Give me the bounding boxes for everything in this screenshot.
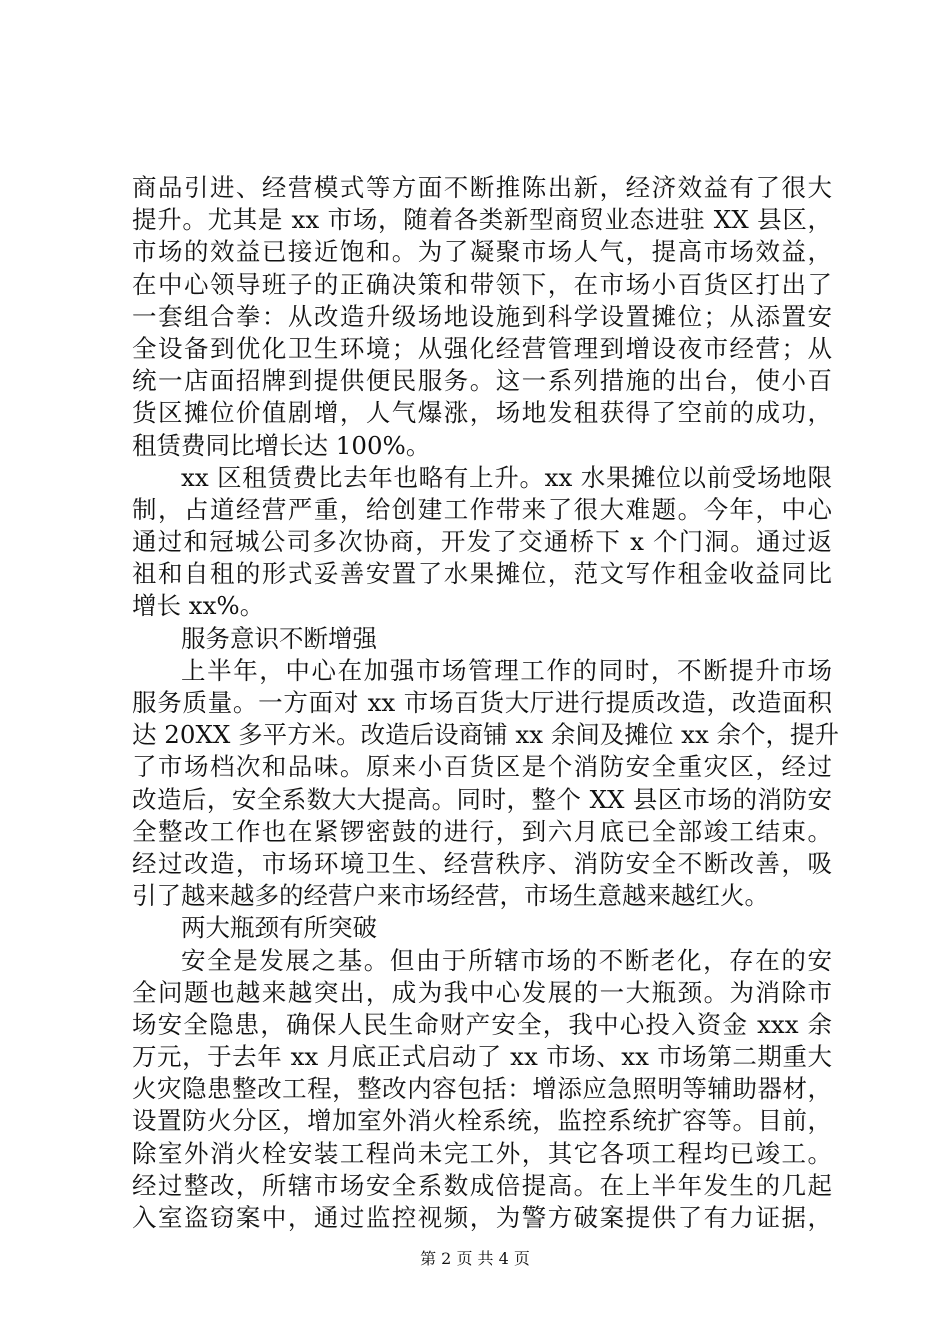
text-line: 在中心领导班子的正确决策和带领下，在市场小百货区打出了 bbox=[132, 269, 832, 299]
text-line: 除室外消火栓安装工程尚未完工外，其它各项工程均已竣工。 bbox=[132, 1138, 832, 1168]
text-line: 经过改造，市场环境卫生、经营秩序、消防安全不断改善，吸 bbox=[132, 848, 832, 878]
text-line: 市场的效益已接近饱和。为了凝聚市场人气，提高市场效益， bbox=[132, 237, 832, 267]
text-line: 通过和冠城公司多次协商，开发了交通桥下 x 个门洞。通过返 bbox=[132, 527, 832, 557]
text-line: 火灾隐患整改工程，整改内容包括：增添应急照明等辅助器材， bbox=[132, 1074, 832, 1104]
paragraph bbox=[132, 945, 832, 1235]
text-line: 货区摊位价值剧增，人气爆涨，场地发租获得了空前的成功， bbox=[132, 398, 832, 428]
text-line: 两大瓶颈有所突破 bbox=[181, 913, 377, 943]
text-line: 设置防火分区，增加室外消火栓系统，监控系统扩容等。目前， bbox=[132, 1106, 832, 1136]
text-line: 服务质量。一方面对 xx 市场百货大厅进行提质改造，改造面积 bbox=[132, 688, 832, 717]
text-line: 制，占道经营严重，给创建工作带来了很大难题。今年，中心 bbox=[132, 494, 832, 524]
text-line: 祖和自租的形式妥善安置了水果摊位，范文写作租金收益同比 bbox=[132, 559, 832, 589]
paragraph bbox=[132, 462, 832, 623]
text-line: 上半年，中心在加强市场管理工作的同时，不断提升市场 bbox=[181, 655, 832, 685]
paragraph bbox=[132, 912, 832, 944]
paragraph bbox=[132, 172, 832, 462]
text-line: 增长 xx%。 bbox=[132, 591, 265, 621]
text-line: 入室盗窃案中，通过监控视频，为警方破案提供了有力证据， bbox=[132, 1203, 832, 1232]
text-line: 全问题也越来越突出，成为我中心发展的一大瓶颈。为消除市 bbox=[132, 977, 832, 1007]
text-line: 安全是发展之基。但由于所辖市场的不断老化，存在的安 bbox=[181, 945, 832, 975]
text-line: 达 20XX 多平方米。改造后设商铺 xx 余间及摊位 xx 余个，提升 bbox=[132, 720, 840, 750]
text-line: 引了越来越多的经营户来市场经营，市场生意越来越红火。 bbox=[132, 881, 769, 911]
paragraph bbox=[132, 623, 832, 655]
text-line: 一套组合拳：从改造升级场地设施到科学设置摊位；从添置安 bbox=[132, 301, 832, 331]
text-line: xx 区租赁费比去年也略有上升。xx 水果摊位以前受场地限 bbox=[181, 462, 832, 492]
page-footer: 第 2 页 共 4 页 bbox=[420, 1249, 530, 1268]
text-line: 租赁费同比增长达 100%。 bbox=[132, 430, 431, 460]
text-line: 经过整改，所辖市场安全系数成倍提高。在上半年发生的几起 bbox=[132, 1170, 832, 1200]
text-line: 改造后，安全系数大大提高。同时，整个 XX 县区市场的消防安 bbox=[132, 784, 832, 814]
text-line: 了市场档次和品味。原来小百货区是个消防安全重灾区，经过 bbox=[132, 752, 832, 782]
text-line: 商品引进、经营模式等方面不断推陈出新，经济效益有了很大 bbox=[132, 173, 832, 202]
text-line: 服务意识不断增强 bbox=[181, 623, 377, 653]
text-line: 全设备到优化卫生环境；从强化经营管理到增设夜市经营；从 bbox=[132, 333, 832, 363]
text-line: 全整改工作也在紧锣密鼓的进行，到六月底已全部竣工结束。 bbox=[132, 816, 832, 846]
text-line: 万元，于去年 xx 月底正式启动了 xx 市场、xx 市场第二期重大 bbox=[132, 1042, 832, 1072]
document-body bbox=[132, 172, 840, 1234]
text-line: 提升。尤其是 xx 市场，随着各类新型商贸业态进驻 XX 县区， bbox=[132, 205, 832, 235]
paragraph bbox=[132, 655, 840, 913]
text-line: 场安全隐患，确保人民生命财产安全，我中心投入资金 xxx 余 bbox=[132, 1009, 832, 1039]
text-line: 统一店面招牌到提供便民服务。这一系列措施的出台，使小百 bbox=[132, 366, 832, 396]
